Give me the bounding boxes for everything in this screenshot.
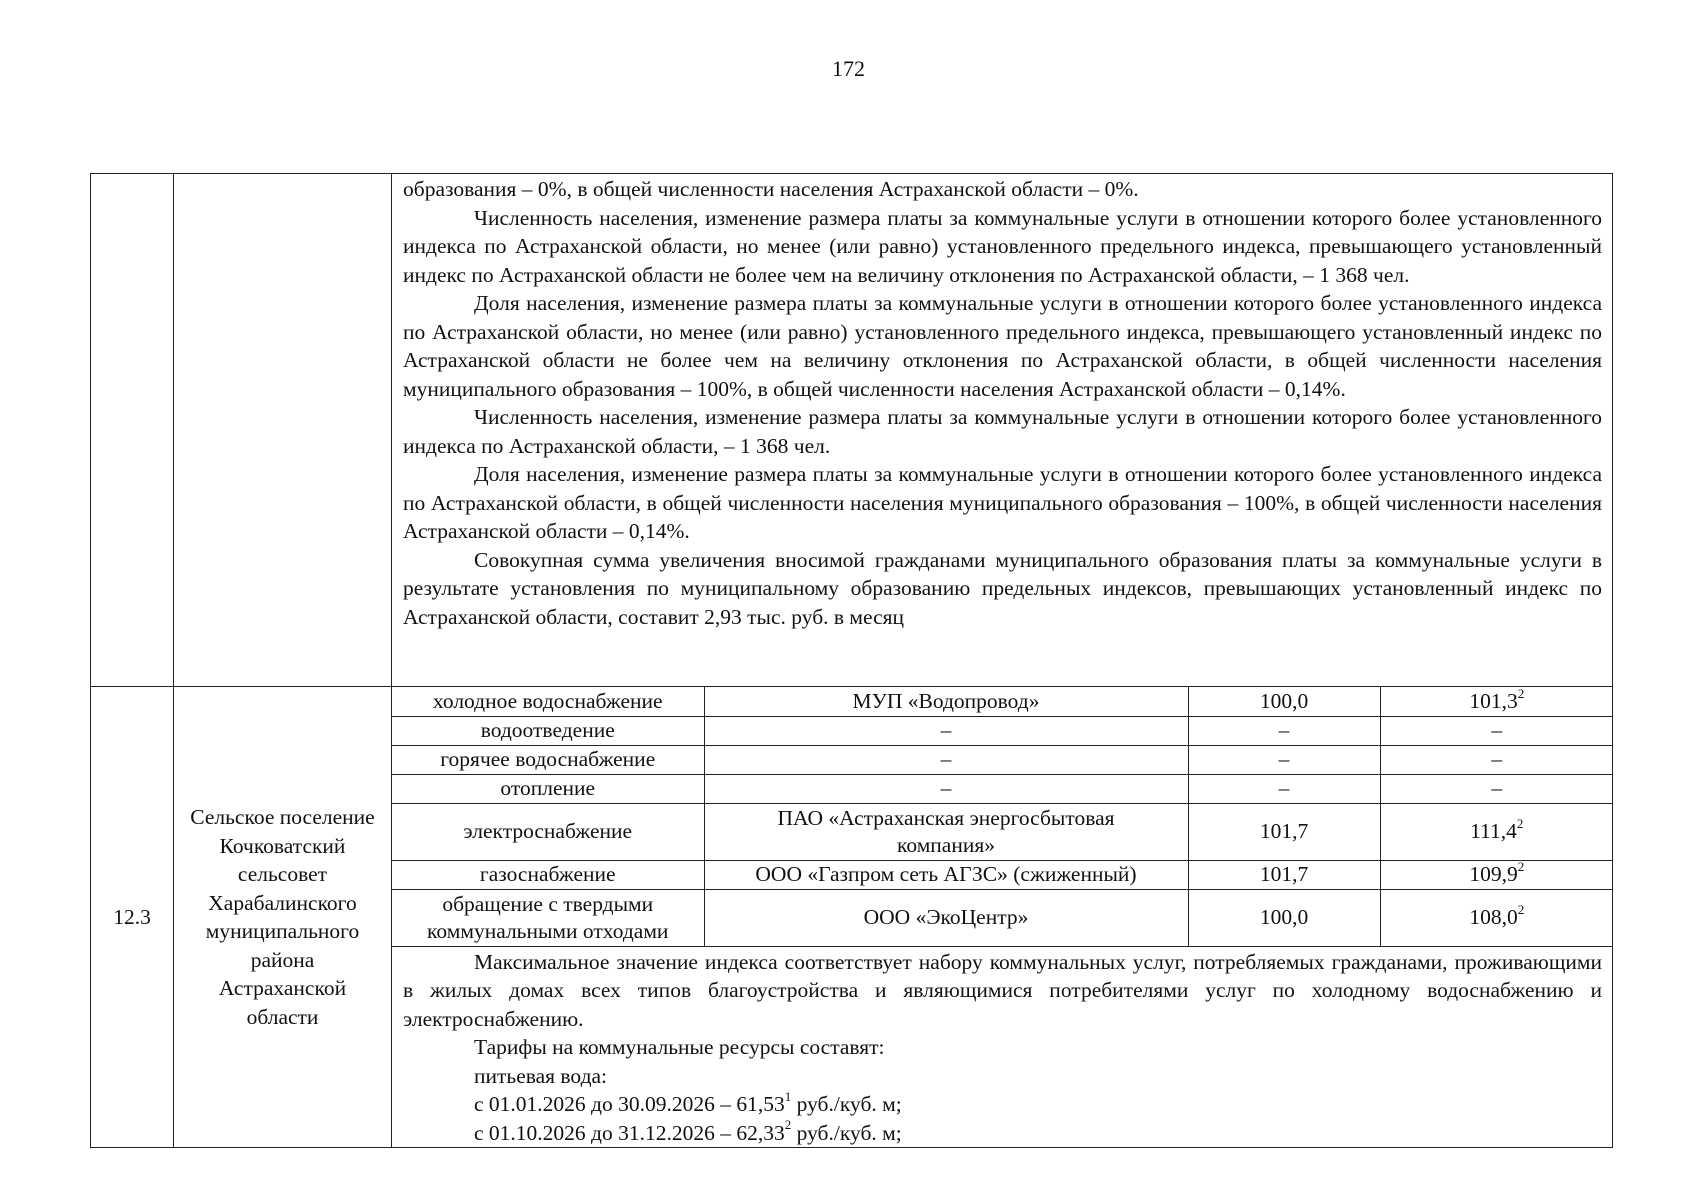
tariff-line	[403, 1119, 1602, 1148]
service-limit: –	[1380, 774, 1613, 803]
service-name: электроснабжение	[392, 803, 704, 860]
service-index: –	[1188, 716, 1380, 745]
number-cell	[91, 174, 174, 687]
paragraph: Доля населения, изменение размера платы за коммунальные услуги в отношении которого более установленного индекса по Астраханской области, но менее (или равно) установленного предельного индекса, превышающего установленный индекс по Астраханской области не более чем на величину отклонения по Астраханской области, в общей численности населения муниципального образования – 100%, в общей численности населения Астраханской области – 0,14%.	[403, 291, 1602, 401]
limit-value: 109,9	[1469, 862, 1518, 886]
tariff-text: с 01.10.2026 до 31.12.2026 – 62,33	[474, 1120, 785, 1145]
table-row-12-3	[91, 687, 1613, 1148]
service-row	[392, 716, 1613, 745]
service-row	[392, 860, 1613, 889]
service-limit	[1380, 687, 1613, 716]
service-index: 101,7	[1188, 803, 1380, 860]
paragraph: питьевая вода:	[474, 1063, 608, 1088]
service-limit: –	[1380, 745, 1613, 774]
footnote-mark: 2	[1517, 901, 1525, 917]
description-cell	[392, 174, 1613, 687]
paragraph: Максимальное значение индекса соответствует набору коммунальных услуг, потребляемых гражданами, проживающими в жилых домах всех типов благоустройства и являющимися потребителями услуг по холодному водоснабжению и электроснабжению.	[403, 949, 1602, 1031]
limit-value: 101,3	[1469, 688, 1518, 713]
service-limit: –	[1380, 716, 1613, 745]
service-index: 100,0	[1188, 687, 1380, 716]
paragraph: Численность населения, изменение размера платы за коммунальные услуги в отношении которого более установленного индекса по Астраханской области, – 1 368 чел.	[403, 405, 1602, 458]
service-name: отопление	[392, 774, 704, 803]
service-index: 100,0	[1188, 889, 1380, 946]
services-table	[392, 687, 1613, 947]
description-text	[392, 174, 1612, 631]
service-index: –	[1188, 745, 1380, 774]
service-name: горячее водоснабжение	[392, 745, 704, 774]
service-name: газоснабжение	[392, 860, 704, 889]
service-name: обращение с твердыми коммунальными отходами	[392, 889, 704, 946]
service-index: –	[1188, 774, 1380, 803]
tariff-text: с 01.01.2026 до 30.09.2026 – 61,53	[474, 1092, 785, 1116]
municipality-name-text: Сельское поселение Кочковатский сельсовет Харабалинского муниципального района Астраханской области	[190, 805, 375, 1029]
page-number: 172	[832, 56, 865, 81]
footnote-mark: 2	[1517, 685, 1525, 701]
service-limit	[1380, 889, 1613, 946]
paragraph: Численность населения, изменение размера платы за коммунальные услуги в отношении которого более установленного индекса по Астраханской области, но менее (или равно) установленного предельного индекса, превышающего установленный индекс по Астраханской области не более чем на величину отклонения по Астраханской области, – 1 368 чел.	[403, 205, 1602, 287]
service-provider: ООО «Газпром сеть АГЗС» (сжиженный)	[704, 860, 1188, 889]
service-limit	[1380, 860, 1613, 889]
service-name: водоотведение	[392, 716, 704, 745]
footnote-mark: 2	[1517, 858, 1525, 874]
services-cell	[392, 687, 1613, 1148]
service-provider: –	[704, 745, 1188, 774]
service-row	[392, 745, 1613, 774]
service-provider: ПАО «Астраханская энергосбытовая компания»	[704, 803, 1188, 860]
row-number: 12.3	[91, 687, 174, 1148]
service-limit	[1380, 803, 1613, 860]
tariff-unit: руб./куб. м;	[791, 1120, 902, 1145]
service-row	[392, 889, 1613, 946]
service-provider: –	[704, 774, 1188, 803]
tariff-table	[90, 173, 1613, 1148]
service-provider: ООО «ЭкоЦентр»	[704, 889, 1188, 946]
service-row	[392, 803, 1613, 860]
limit-value: 111,4	[1470, 819, 1517, 843]
service-name: холодное водоснабжение	[392, 687, 704, 716]
service-row	[392, 687, 1613, 716]
limit-value: 108,0	[1469, 905, 1518, 929]
service-index: 101,7	[1188, 860, 1380, 889]
paragraph: Тарифы на коммунальные ресурсы составят:	[474, 1035, 885, 1059]
tariff-unit: руб./куб. м;	[791, 1092, 902, 1116]
tariff-line	[403, 1090, 1602, 1119]
service-provider: –	[704, 716, 1188, 745]
paragraph: Доля населения, изменение размера платы за коммунальные услуги в отношении которого более установленного индекса по Астраханской области, в общей численности населения муниципального образования – 100%, в общей численности населения Астраханской области – 0,14%.	[403, 462, 1602, 543]
footnote-mark: 2	[1516, 815, 1524, 831]
service-row	[392, 774, 1613, 803]
footnote-mark: 2	[784, 1117, 792, 1133]
tariff-text	[392, 947, 1612, 1148]
table-row-continuation	[91, 174, 1613, 687]
service-provider: МУП «Водопровод»	[704, 687, 1188, 716]
name-cell	[174, 174, 392, 687]
paragraph: образования – 0%, в общей численности населения Астраханской области – 0%.	[403, 177, 1139, 201]
paragraph: Совокупная сумма увеличения вносимой гражданами муниципального образования платы за коммунальные услуги в результате установления по муниципальному образованию предельных индексов, превышающих установленный индекс по Астраханской области, составит 2,93 тыс. руб. в месяц	[403, 547, 1602, 629]
municipality-name	[174, 687, 392, 1148]
footnote-mark: 1	[784, 1088, 792, 1104]
